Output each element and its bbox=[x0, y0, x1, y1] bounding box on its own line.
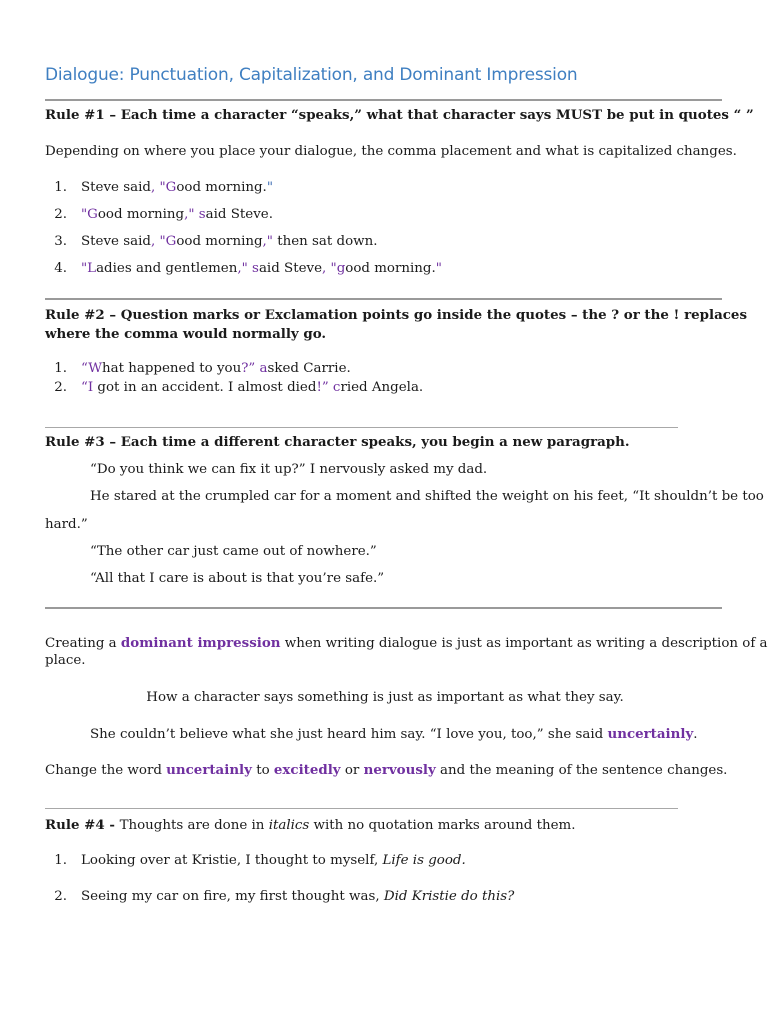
lowercase-highlight: s bbox=[247, 261, 259, 276]
text-run: then sat down. bbox=[272, 234, 378, 249]
text-run: . bbox=[693, 727, 698, 742]
text-run: She couldn’t believe what she just heard him say. “I love you, too,” she said bbox=[90, 727, 608, 742]
lowercase-highlight: c bbox=[328, 380, 341, 395]
text-run: or bbox=[340, 763, 364, 778]
capital-highlight: G bbox=[87, 207, 98, 222]
rule1-item-1 bbox=[45, 180, 273, 195]
comma-quote-highlight: ," bbox=[237, 261, 248, 276]
text-run: with no quotation marks around them. bbox=[309, 818, 576, 833]
lowercase-highlight: s bbox=[194, 207, 206, 222]
dominant-line1 bbox=[45, 635, 768, 651]
text-run: ried Angela. bbox=[340, 380, 424, 395]
text-run: ood morning. bbox=[345, 261, 436, 276]
comma-highlight: , bbox=[150, 234, 156, 249]
quote-highlight: " bbox=[81, 261, 88, 276]
text-run: adies and gentlemen bbox=[96, 261, 238, 276]
text-run: Change the word bbox=[45, 763, 167, 778]
capital-highlight: I bbox=[87, 380, 94, 395]
text-run: Looking over at Kristie, I thought to myself, bbox=[81, 853, 383, 868]
divider-rule3 bbox=[45, 427, 678, 428]
capital-highlight: G bbox=[165, 180, 177, 195]
rule1-item-4 bbox=[45, 261, 442, 276]
dominant-centered bbox=[0, 690, 768, 705]
quote-highlight: " bbox=[81, 207, 88, 222]
term-dominant-impression: dominant impression bbox=[120, 635, 281, 651]
rule3-paragraph-2-line2: hard.” bbox=[45, 517, 88, 532]
list-number: 1. bbox=[54, 361, 67, 376]
text-run: got in an accident. I almost died bbox=[93, 380, 317, 395]
comma-quote-highlight: ," bbox=[184, 207, 195, 222]
rule2-item-2 bbox=[45, 380, 423, 395]
rule3-paragraph-2-line1: He stared at the crumpled car for a moment and shifted the weight on his feet, “It shouldn’t be too bbox=[90, 489, 764, 504]
rule4-label: Rule #4 - bbox=[45, 817, 120, 833]
dominant-example bbox=[90, 726, 698, 742]
comma-quote-highlight: ," bbox=[262, 234, 273, 249]
rule1-intro: Depending on where you place your dialogue, the comma placement and what is capitalized changes. bbox=[45, 144, 737, 159]
term-nervously: nervously bbox=[363, 762, 436, 778]
italic-thought: Did Kristie do this? bbox=[383, 889, 515, 904]
dominant-line2: place. bbox=[45, 653, 86, 668]
italic-term: italics bbox=[268, 818, 310, 833]
text-run: ood morning bbox=[97, 207, 185, 222]
rule1-item-3 bbox=[45, 234, 378, 249]
term-uncertainly: uncertainly bbox=[166, 762, 252, 778]
rule4-heading bbox=[45, 817, 575, 833]
rule4-item-1 bbox=[45, 853, 466, 868]
quote-highlight: " bbox=[155, 234, 166, 249]
text-run: Thoughts are done in bbox=[119, 818, 269, 833]
text-run: when writing dialogue is just as important as writing a description of a bbox=[280, 636, 768, 651]
text-run: Steve said bbox=[81, 234, 151, 249]
quote-highlight: " bbox=[435, 261, 442, 276]
list-number: 1. bbox=[54, 853, 67, 868]
list-number: 2. bbox=[54, 207, 67, 222]
text-run: aid Steve. bbox=[205, 207, 273, 222]
list-number: 2. bbox=[54, 889, 67, 904]
term-excitedly: excitedly bbox=[273, 762, 341, 778]
quote-highlight: " bbox=[155, 180, 166, 195]
text-run: ood morning. bbox=[176, 180, 267, 195]
text-run: and the meaning of the sentence changes. bbox=[435, 763, 728, 778]
capital-highlight: W bbox=[88, 361, 102, 376]
lowercase-highlight: a bbox=[255, 361, 268, 376]
list-number: 2. bbox=[54, 380, 67, 395]
dominant-change bbox=[45, 762, 727, 778]
punct-quote-highlight: !” bbox=[316, 380, 329, 395]
rule1-item-2 bbox=[45, 207, 273, 222]
document-title: Dialogue: Punctuation, Capitalization, and Dominant Impression bbox=[45, 65, 578, 85]
text-run: sked Carrie. bbox=[267, 361, 351, 376]
rule2-item-1 bbox=[45, 361, 351, 376]
quote-highlight: " bbox=[266, 180, 273, 195]
rule3-paragraph-3: “The other car just came out of nowhere.” bbox=[90, 544, 377, 559]
rule3-paragraph-1: “Do you think we can fix it up?” I nervously asked my dad. bbox=[90, 462, 488, 477]
comma-highlight: , bbox=[150, 180, 156, 195]
text-run: Creating a bbox=[45, 636, 121, 651]
text-run: How a character says something is just as important as what they say. bbox=[146, 690, 624, 705]
divider-rule4 bbox=[45, 808, 678, 809]
rule2-heading-line1: Rule #2 – Question marks or Exclamation points go inside the quotes – the ? or the ! replaces bbox=[45, 307, 747, 323]
italic-thought: Life is good. bbox=[382, 853, 466, 868]
text-run: aid Steve bbox=[258, 261, 323, 276]
divider-dominant bbox=[45, 607, 722, 609]
capital-highlight: G bbox=[165, 234, 177, 249]
comma-highlight: , bbox=[322, 261, 327, 276]
text-run: hat happened to you bbox=[101, 361, 242, 376]
divider-title bbox=[45, 99, 722, 101]
capital-highlight: L bbox=[87, 261, 97, 276]
divider-rule2 bbox=[45, 298, 722, 300]
text-run: to bbox=[251, 763, 274, 778]
lowercase-highlight: g bbox=[336, 261, 346, 276]
quote-highlight: " bbox=[326, 261, 337, 276]
rule3-heading: Rule #3 – Each time a different character speaks, you begin a new paragraph. bbox=[45, 434, 630, 450]
rule3-paragraph-4: “All that I care is about is that you’re safe.” bbox=[90, 571, 385, 586]
text-run: Seeing my car on fire, my first thought was, bbox=[81, 889, 384, 904]
list-number: 4. bbox=[54, 261, 67, 276]
punct-quote-highlight: ?” bbox=[241, 361, 256, 376]
list-number: 1. bbox=[54, 180, 67, 195]
text-run: ood morning bbox=[176, 234, 263, 249]
rule2-heading-line2: where the comma would normally go. bbox=[45, 326, 327, 342]
rule1-heading: Rule #1 – Each time a character “speaks,” what that character says MUST be put in quotes “ ” bbox=[45, 107, 754, 123]
text-run: Steve said bbox=[81, 180, 151, 195]
quote-highlight: “ bbox=[81, 361, 89, 376]
list-number: 3. bbox=[54, 234, 67, 249]
quote-highlight: “ bbox=[81, 380, 88, 395]
term-uncertainly: uncertainly bbox=[607, 726, 694, 742]
rule4-item-2 bbox=[45, 889, 514, 904]
